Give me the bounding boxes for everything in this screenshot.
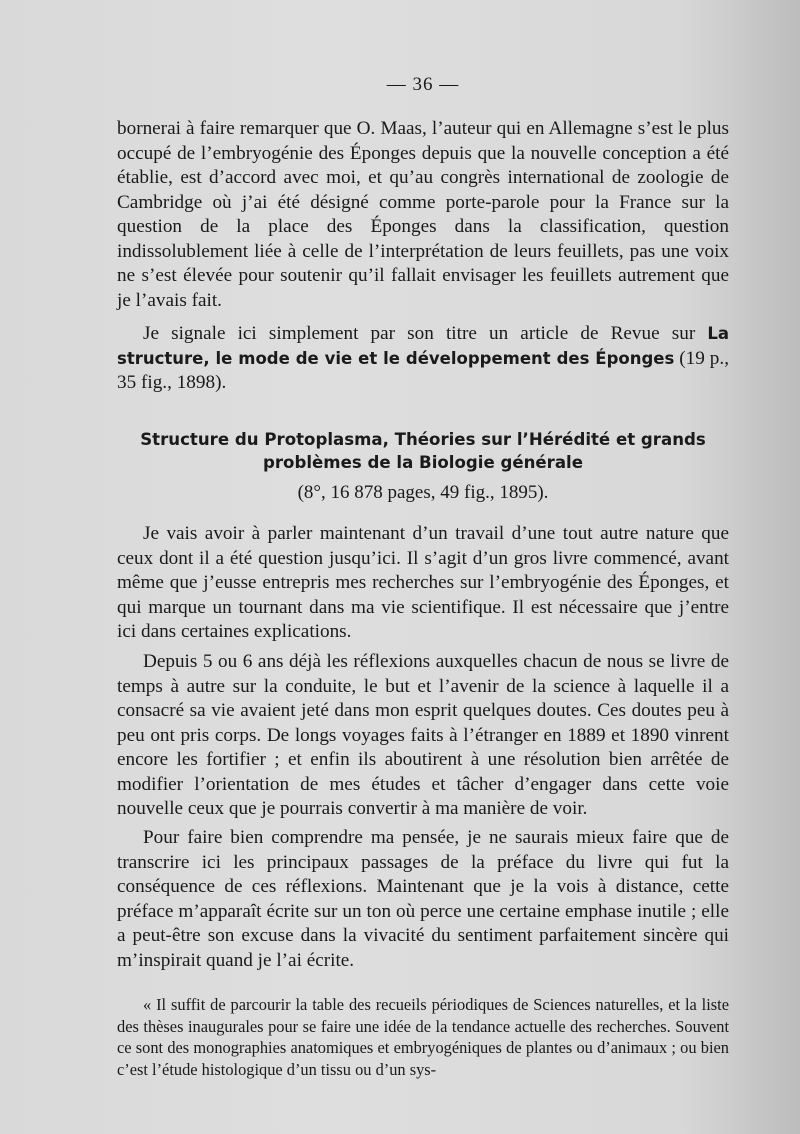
paragraph-5-text: Pour faire bien comprendre ma pensée, je ne saurais mieux faire que de transcrire ici les principaux passages de la préface du livre qui fut la conséquence de ces réflexions. Maintenant que je la vois à distance, cette préface m’apparaît écrite sur un ton où perce une certaine emphase inutile ; elle a peut-être son excuse dans la vivacité du sentiment parfaitement sincère qui m’inspirait quand je l’ai écrite. (117, 827, 729, 971)
paragraph-3-text: Je vais avoir à parler maintenant d’un travail d’une tout autre nature que ceux dont il a été question jusqu’ici. Il s’agit d’un gros livre commencé, avant même que j’eusse entrepris mes recherches sur l’embryogénie des Éponges, et qui marque un tournant dans ma vie scientifique. Il est nécessaire que j’entre ici dans certaines explications. (117, 523, 729, 642)
paragraph-1-text: bornerai à faire remarquer que O. Maas, l’auteur qui en Allemagne s’est le plus occupé de l’embryogénie des Éponges depuis que la nouvelle conception a été établie, est d’accord avec moi, et qu’au congrès international de zoologie de Cambridge où j’ai été désigné comme porte-parole pour la France sur la question de la place des Éponges dans la classification, question indissolublement liée à celle de l’interprétation de leurs feuillets, pas une voix ne s’est élevée pour soutenir qu’il fallait envisager les feuillets autrement que je l’avais fait. (117, 118, 729, 311)
paragraph-2 (117, 322, 729, 396)
page-number: — 36 — (386, 74, 460, 95)
section-heading: Structure du Protoplasma, Théories sur l’Hérédité et grands problèmes de la Biologie générale (140, 430, 706, 472)
paragraph-4-text: Depuis 5 ou 6 ans déjà les réflexions auxquelles chacun de nous se livre de temps à autre sur la conduite, le but et l’avenir de la science à laquelle il a consacré sa vie avaient jeté dans mon esprit quelques doutes. Ces doutes peu à peu ont pris corps. De longs voyages faits à l’étranger en 1889 et 1890 vinrent encore les fortifier ; et enfin ils aboutirent à une résolution bien arrêtée de modifier l’orientation de mes études et tâcher d’engager dans cette voie nouvelle ceux que je pourrais convertir à ma manière de voir. (117, 651, 729, 819)
quotation-text: « Il suffit de parcourir la table des recueils périodiques de Sciences naturelles, et la liste des thèses inaugurales pour se faire une idée de la tendance actuelle des recherches. Souvent ce sont des monographies anatomiques et embryogéniques de plantes ou d’animaux ; ou bien c’est l’étude histologique d’un tissu ou d’un sys- (117, 995, 729, 1079)
quotation (117, 994, 729, 1080)
paragraph-1 (117, 117, 729, 313)
paragraph-2-lead: Je signale ici simplement par son titre un article de Revue sur (143, 323, 708, 344)
section-heading-details: (8°, 16 878 pages, 49 fig., 1895). (297, 482, 549, 503)
paragraph-2-tail: (19 p., 35 fig., 1898). (117, 347, 729, 393)
paragraph-4 (117, 650, 729, 822)
paragraph-5 (117, 826, 729, 973)
article-title: La structure, le mode de vie et le développement des Éponges (117, 324, 729, 368)
paragraph-3 (117, 522, 729, 645)
